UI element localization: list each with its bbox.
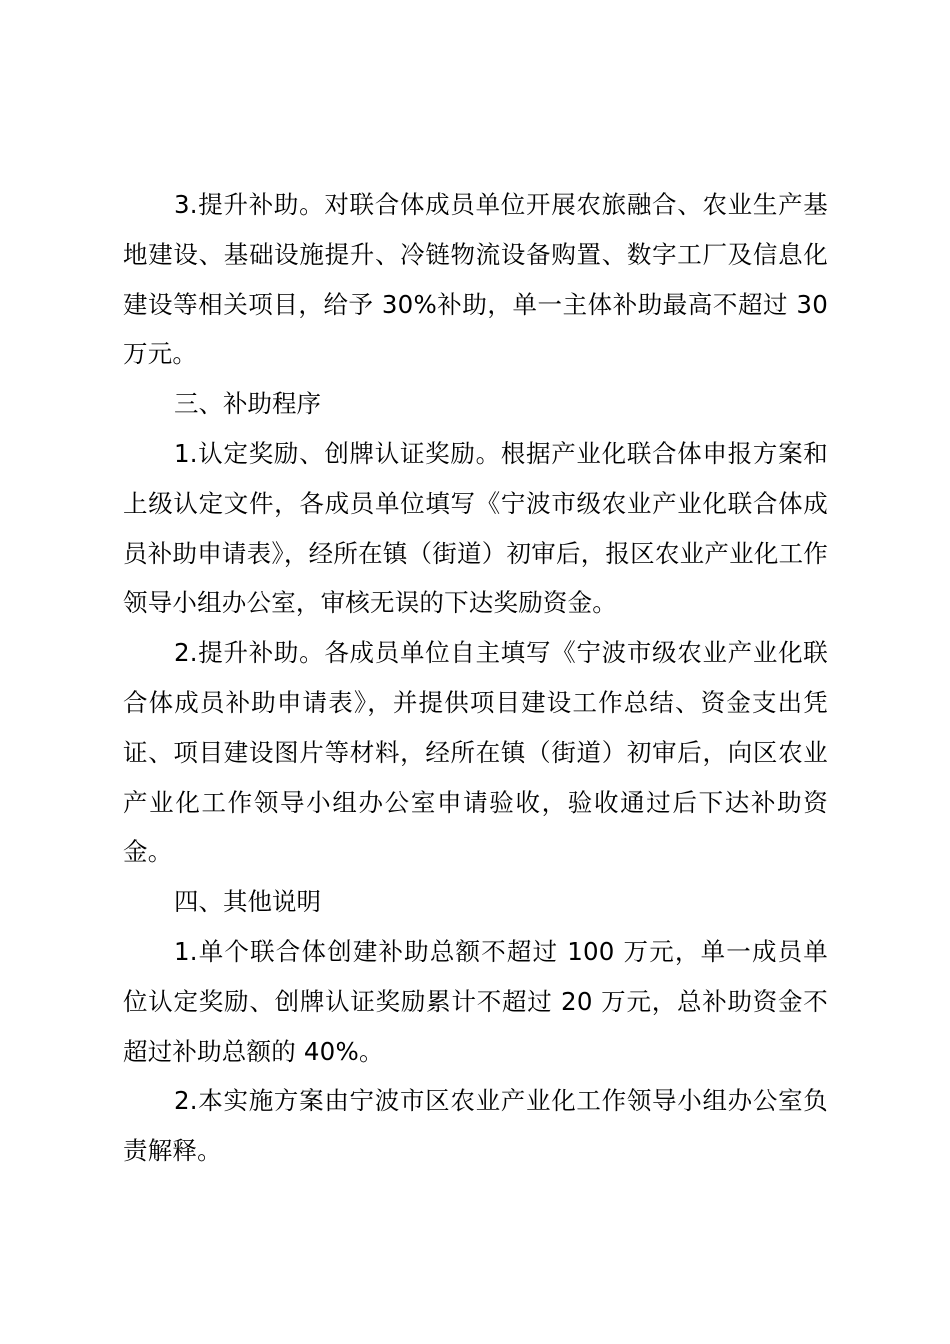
paragraph-subsidy-upgrade: 3.提升补助。对联合体成员单位开展农旅融合、农业生产基地建设、基础设施提升、冷链物流设备购置、数字工厂及信息化建设等相关项目，给予 30%补助，单一主体补助最高不超过 30 万元。	[123, 190, 828, 369]
section-heading-other-notes: 四、其他说明	[174, 887, 321, 917]
paragraph-notes-1: 1.单个联合体创建补助总额不超过 100 万元，单一成员单位认定奖励、创牌认证奖励累计不超过 20 万元，总补助资金不超过补助总额的 40%。	[123, 936, 828, 1066]
section-heading-procedure: 三、补助程序	[174, 389, 321, 419]
document-page	[123, 180, 828, 1176]
paragraph-procedure-1: 1.认定奖励、创牌认证奖励。根据产业化联合体申报方案和上级认定文件，各成员单位填写《宁波市级农业产业化联合体成员补助申请表》，经所在镇（街道）初审后，报区农业产业化工作领导小组办公室，审核无误的下达奖励资金。	[123, 438, 828, 618]
paragraph-procedure-2: 2.提升补助。各成员单位自主填写《宁波市级农业产业化联合体成员补助申请表》，并提供项目建设工作总结、资金支出凭证、项目建设图片等材料，经所在镇（街道）初审后，向区农业产业化工作领导小组办公室申请验收，验收通过后下达补助资金。	[123, 638, 828, 867]
paragraph-notes-2: 2.本实施方案由宁波市区农业产业化工作领导小组办公室负责解释。	[123, 1086, 828, 1166]
